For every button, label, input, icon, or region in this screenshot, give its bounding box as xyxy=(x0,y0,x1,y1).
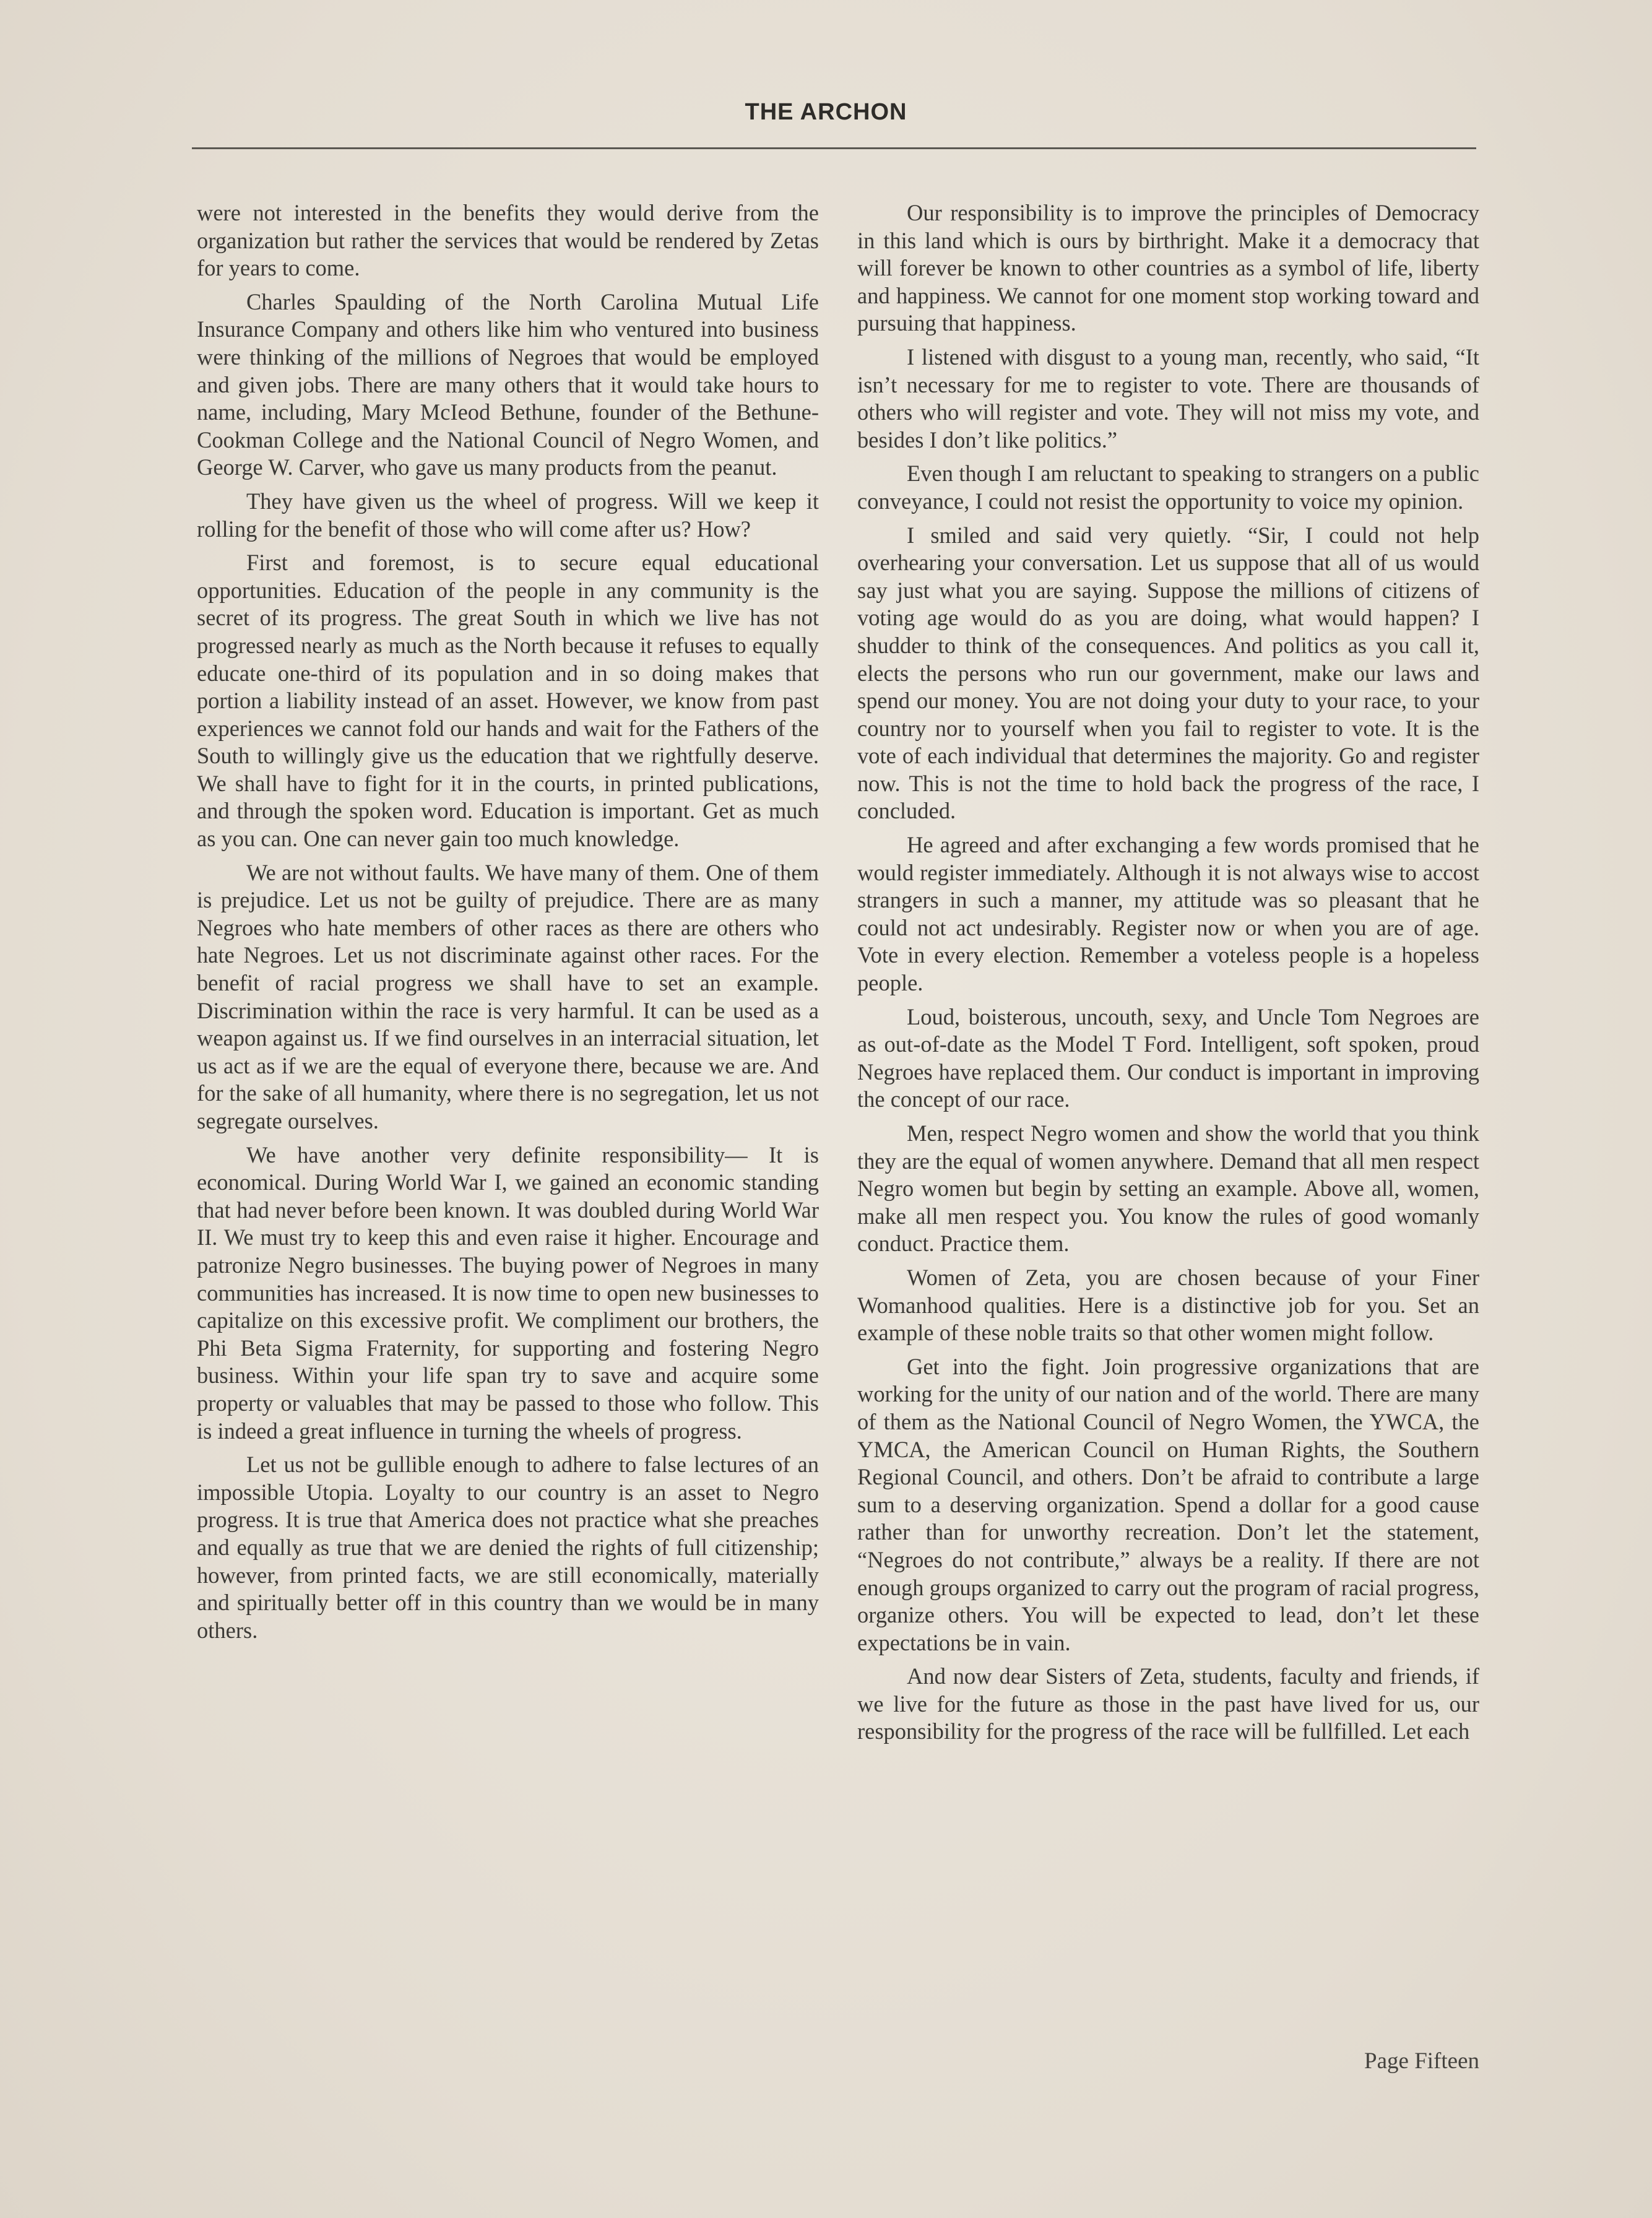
paragraph: Charles Spaulding of the North Carolina Mutual Life Insurance Company and others like him who ventured into business were thinking of the millions of Negroes that would be employed and given jobs. There are many others that it would take hours to name, including, Mary McIeod Bethune, founder of the Bethune-Cookman College and the National Council of Negro Women, and George W. Carver, who gave us many products from the peanut. xyxy=(197,288,819,480)
paragraph: were not interested in the benefits they would derive from the organization but rather the services that would be rendered by Zetas for years to come. xyxy=(197,200,819,281)
paragraph: Men, respect Negro women and show the world that you think they are the equal of women anywhere. Demand that all men respect Negro women but begin by setting an example. Above all, women, make all men respect you. You know the rules of good womanly conduct. Practice them. xyxy=(857,1120,1479,1257)
paragraph: Loud, boisterous, uncouth, sexy, and Uncle Tom Negroes are as out-of-date as the Model T Ford. Intelligent, soft spoken, proud Negroes have replaced them. Our conduct is important in improving the concept of our race. xyxy=(857,1003,1479,1112)
paragraph: Women of Zeta, you are chosen because of your Finer Womanhood qualities. Here is a distinctive job for you. Set an example of these noble traits so that other women might follow. xyxy=(857,1264,1479,1346)
paragraph: And now dear Sisters of Zeta, students, faculty and friends, if we live for the future as those in the past have lived for us, our responsibility for the progress of the race will be fullfilled. Let each xyxy=(857,1663,1479,1744)
paragraph: He agreed and after exchanging a few words promised that he would register immediately. Although it is not always wise to accost strangers in such a manner, my attitude was so pleasant that he could not act undesirably. Register now or when you are of age. Vote in every election. Remember a voteless people is a hopeless people. xyxy=(857,832,1479,996)
left-column xyxy=(197,199,819,1650)
paragraph: First and foremost, is to secure equal educational opportunities. Education of the people in any community is the secret of its progress. The great South in which we live has not progressed nearly as much as the North because it refuses to equally educate one-third of its population and in so doing makes that portion a liability instead of an asset. However, we know from past experiences we cannot fold our hands and wait for the Fathers of the South to willingly give us the education that we rightfully deserve. We shall have to fight for it in the courts, in printed publications, and through the spoken word. Education is important. Get as much as you can. One can never gain too much knowledge. xyxy=(197,550,819,852)
paragraph: They have given us the wheel of progress. Will we keep it rolling for the benefit of those who will come after us? How? xyxy=(197,488,819,542)
paragraph: I listened with disgust to a young man, recently, who said, “It isn’t necessary for me to register to vote. There are thousands of others who will register and vote. They will not miss my vote, and besides I don’t like politics.” xyxy=(857,344,1479,453)
right-column xyxy=(857,199,1479,1752)
paragraph: Get into the fight. Join progressive organizations that are working for the unity of our nation and of the world. There are many of them as the National Council of Negro Women, the YWCA, the YMCA, the American Council on Human Rights, the Southern Regional Council, and others. Don’t be afraid to contribute a large sum to a deserving organization. Spend a dollar for a good cause rather than for unworthy recreation. Don’t let the statement, “Negroes do not contribute,” always be a reality. If there are not enough groups organized to carry out the program of racial progress, organize others. You will be expected to lead, don’t let these expectations be in vain. xyxy=(857,1353,1479,1655)
running-head: THE ARCHON xyxy=(745,99,907,125)
header-rule xyxy=(192,147,1476,149)
paragraph: Our responsibility is to improve the principles of Democracy in this land which is ours by birthright. Make it a democracy that will forever be known to other countries as a symbol of life, liberty and happiness. We cannot for one moment stop working toward and pursuing that happiness. xyxy=(857,200,1479,336)
paragraph: Even though I am reluctant to speaking to strangers on a public conveyance, I could not resist the opportunity to voice my opinion. xyxy=(857,461,1479,514)
paragraph: Let us not be gullible enough to adhere to false lectures of an impossible Utopia. Loyalty to our country is an asset to Negro progress. It is true that America does not practice what she preaches and equally as true that we are denied the rights of full citizenship; however, from printed facts, we are still economically, materially and spiritually better off in this country than we would be in many others. xyxy=(197,1452,819,1643)
page-number: Page Fifteen xyxy=(1364,2048,1479,2074)
paragraph: We are not without faults. We have many of them. One of them is prejudice. Let us not be guilty of prejudice. There are as many Negroes who hate members of other races as there are others who hate Negroes. Let us not discriminate against other races. For the benefit of racial progress we shall have to set an example. Discrimination within the race is very harmful. It can be used as a weapon against us. If we find ourselves in an interracial situation, let us act as if we are the equal of everyone there, because we are. And for the sake of all humanity, where there is no segregation, let us not segregate ourselves. xyxy=(197,859,819,1133)
paragraph: I smiled and said very quietly. “Sir, I could not help overhearing your conversation. Let us suppose that all of us would say just what you are saying. Suppose the millions of citizens of voting age would do as you are doing, what would happen? I shudder to think of the consequences. And politics as you call it, elects the persons who run our government, make our laws and spend our money. You are not doing your duty to your race, to your country nor to yourself when you fail to register to vote. It is the vote of each individual that determines the majority. Go and register now. This is not the time to hold back the progress of the race, I concluded. xyxy=(857,522,1479,824)
paragraph: We have another very definite responsibility— It is economical. During World War I, we gained an economic standing that had never before been known. It was doubled during World War II. We must try to keep this and even raise it higher. Encourage and patronize Negro businesses. The buying power of Negroes in many communities has increased. It is now time to open new businesses to capitalize on this excessive profit. We compliment our brothers, the Phi Beta Sigma Fraternity, for supporting and fostering Negro business. Within your life span try to save and acquire some property or valuables that may be passed to those who follow. This is indeed a great influence in turning the wheels of progress. xyxy=(197,1141,819,1444)
